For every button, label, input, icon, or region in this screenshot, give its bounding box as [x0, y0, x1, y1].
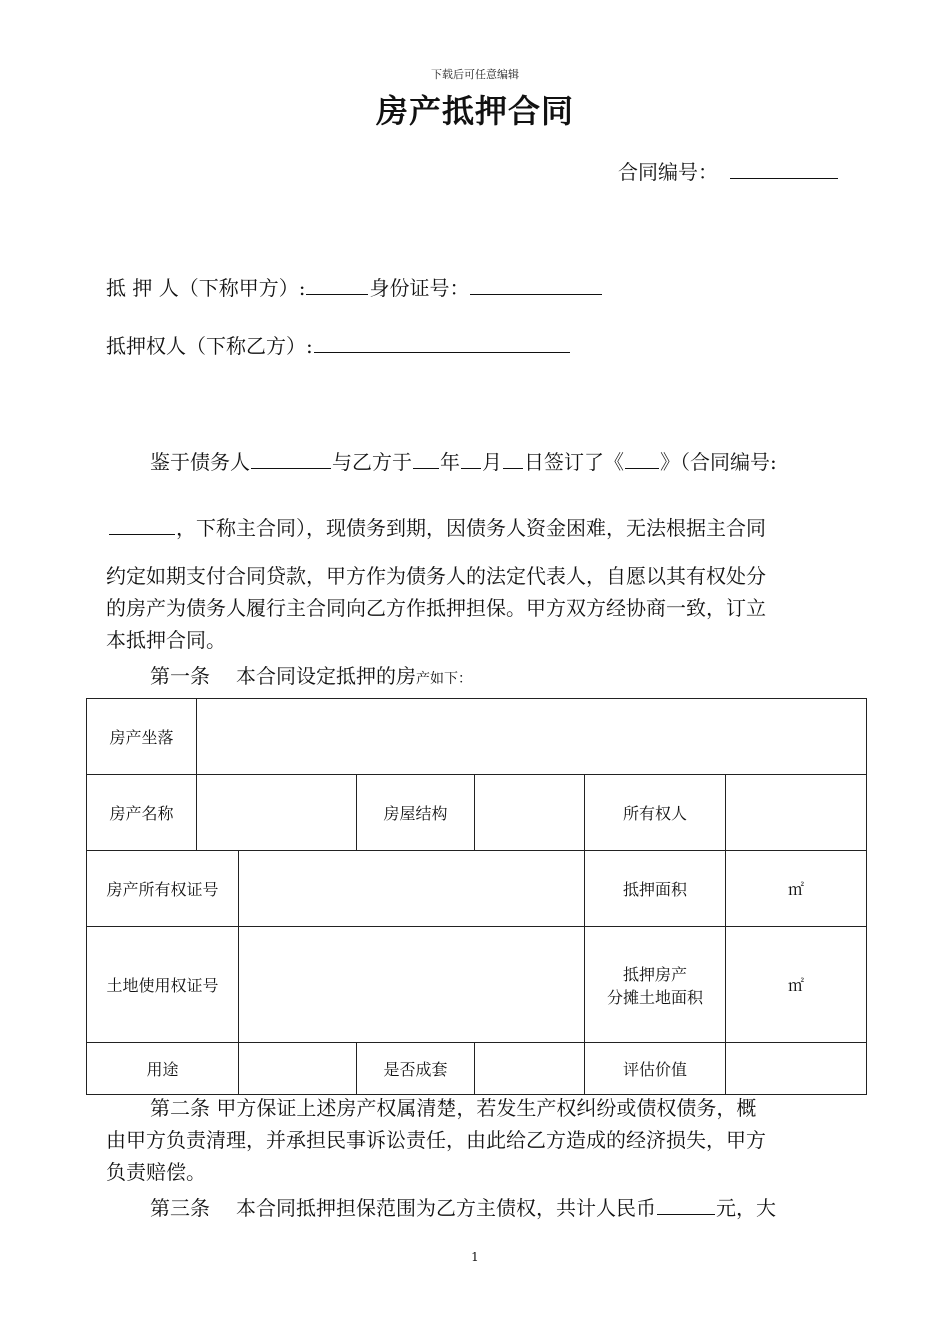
cert-no-label: 房产所有权证号 [87, 851, 239, 927]
valuation-value[interactable] [726, 1043, 867, 1095]
mortgage-area-label: 抵押面积 [585, 851, 726, 927]
article-text: 本合同抵押担保范围为乙方主债权，共计人民币 [236, 1196, 656, 1220]
location-label: 房产坐落 [87, 699, 197, 775]
party-a-blank[interactable] [306, 274, 368, 295]
preamble-text: 年 [440, 450, 460, 474]
complete-set-label: 是否成套 [357, 1043, 475, 1095]
article-text-small: 产如下： [416, 671, 472, 687]
article-2-line-1: 第二条 甲方保证上述房产权属清楚，若发生产权纠纷或债权债务，概 [150, 1096, 757, 1120]
party-a-line [106, 272, 603, 301]
preamble-text: 》（合同编号: [660, 450, 777, 474]
year-blank[interactable] [413, 448, 439, 469]
party-a-label: 抵 押 人（下称甲方）: [106, 276, 306, 300]
id-label: 身份证号： [369, 276, 470, 300]
document-title: 房产抵押合同 [375, 92, 574, 130]
complete-set-value[interactable] [475, 1043, 585, 1095]
preamble-line-2 [108, 512, 766, 544]
preamble-text: 鉴于债务人 [150, 450, 250, 474]
name-label: 房产名称 [87, 775, 197, 851]
party-b-blank[interactable] [314, 332, 570, 353]
shared-area-label-line2: 分摊土地面积 [606, 987, 703, 1007]
valuation-label: 评估价值 [585, 1043, 726, 1095]
property-table [86, 698, 867, 1095]
structure-value[interactable] [475, 775, 585, 851]
party-b-label: 抵押权人（下称乙方）: [106, 334, 313, 358]
cert-no-value[interactable] [239, 851, 585, 927]
party-b-line [106, 330, 571, 359]
amount-blank[interactable] [657, 1194, 715, 1215]
article-text: 元，大 [716, 1196, 776, 1220]
land-cert-label: 土地使用权证号 [87, 927, 239, 1043]
contract-number-blank[interactable] [730, 158, 838, 179]
debtor-blank[interactable] [251, 448, 331, 469]
preamble-line-3: 约定如期支付合同贷款，甲方作为债务人的法定代表人，自愿以其有权处分 [106, 564, 766, 588]
usage-label: 用途 [87, 1043, 239, 1095]
shared-area-unit[interactable]: ㎡ [726, 927, 867, 1043]
main-contract-name-blank[interactable] [625, 448, 659, 469]
location-value[interactable] [197, 699, 867, 775]
article-1-heading [150, 660, 472, 695]
structure-label: 房屋结构 [357, 775, 475, 851]
header-note: 下载后可任意编辑 [431, 68, 519, 81]
preamble-line-1 [150, 446, 777, 478]
page-number: 1 [471, 1250, 479, 1264]
shared-area-label-line1: 抵押房产 [622, 964, 687, 984]
mortgage-area-unit[interactable]: ㎡ [726, 851, 867, 927]
preamble-line-5: 本抵押合同。 [106, 628, 226, 652]
article-text: 本合同设定抵押的房 [236, 664, 416, 688]
preamble-text: 月 [482, 450, 502, 474]
article-2-line-3: 负责赔偿。 [106, 1160, 206, 1184]
id-number-blank[interactable] [470, 274, 602, 295]
shared-area-label [585, 927, 726, 1043]
day-blank[interactable] [503, 448, 523, 469]
contract-number-line [618, 156, 839, 185]
preamble-text: 日签订了《 [524, 450, 624, 474]
article-2-line-2: 由甲方负责清理，并承担民事诉讼责任，由此给乙方造成的经济损失，甲方 [106, 1128, 766, 1152]
preamble-text: 与乙方于 [332, 450, 412, 474]
owner-value[interactable] [726, 775, 867, 851]
main-contract-number-blank[interactable] [109, 514, 175, 535]
contract-number-label: 合同编号： [618, 160, 718, 184]
owner-label: 所有权人 [585, 775, 726, 851]
article-label: 第一条 [150, 664, 210, 688]
month-blank[interactable] [461, 448, 481, 469]
name-value[interactable] [197, 775, 357, 851]
preamble-text: ，下称主合同），现债务到期，因债务人资金困难，无法根据主合同 [176, 516, 766, 540]
preamble-line-4: 的房产为债务人履行主合同向乙方作抵押担保。甲方双方经协商一致，订立 [106, 596, 766, 620]
article-label: 第三条 [150, 1196, 210, 1220]
article-3-line-1 [150, 1192, 776, 1224]
usage-value[interactable] [239, 1043, 357, 1095]
land-cert-value[interactable] [239, 927, 585, 1043]
